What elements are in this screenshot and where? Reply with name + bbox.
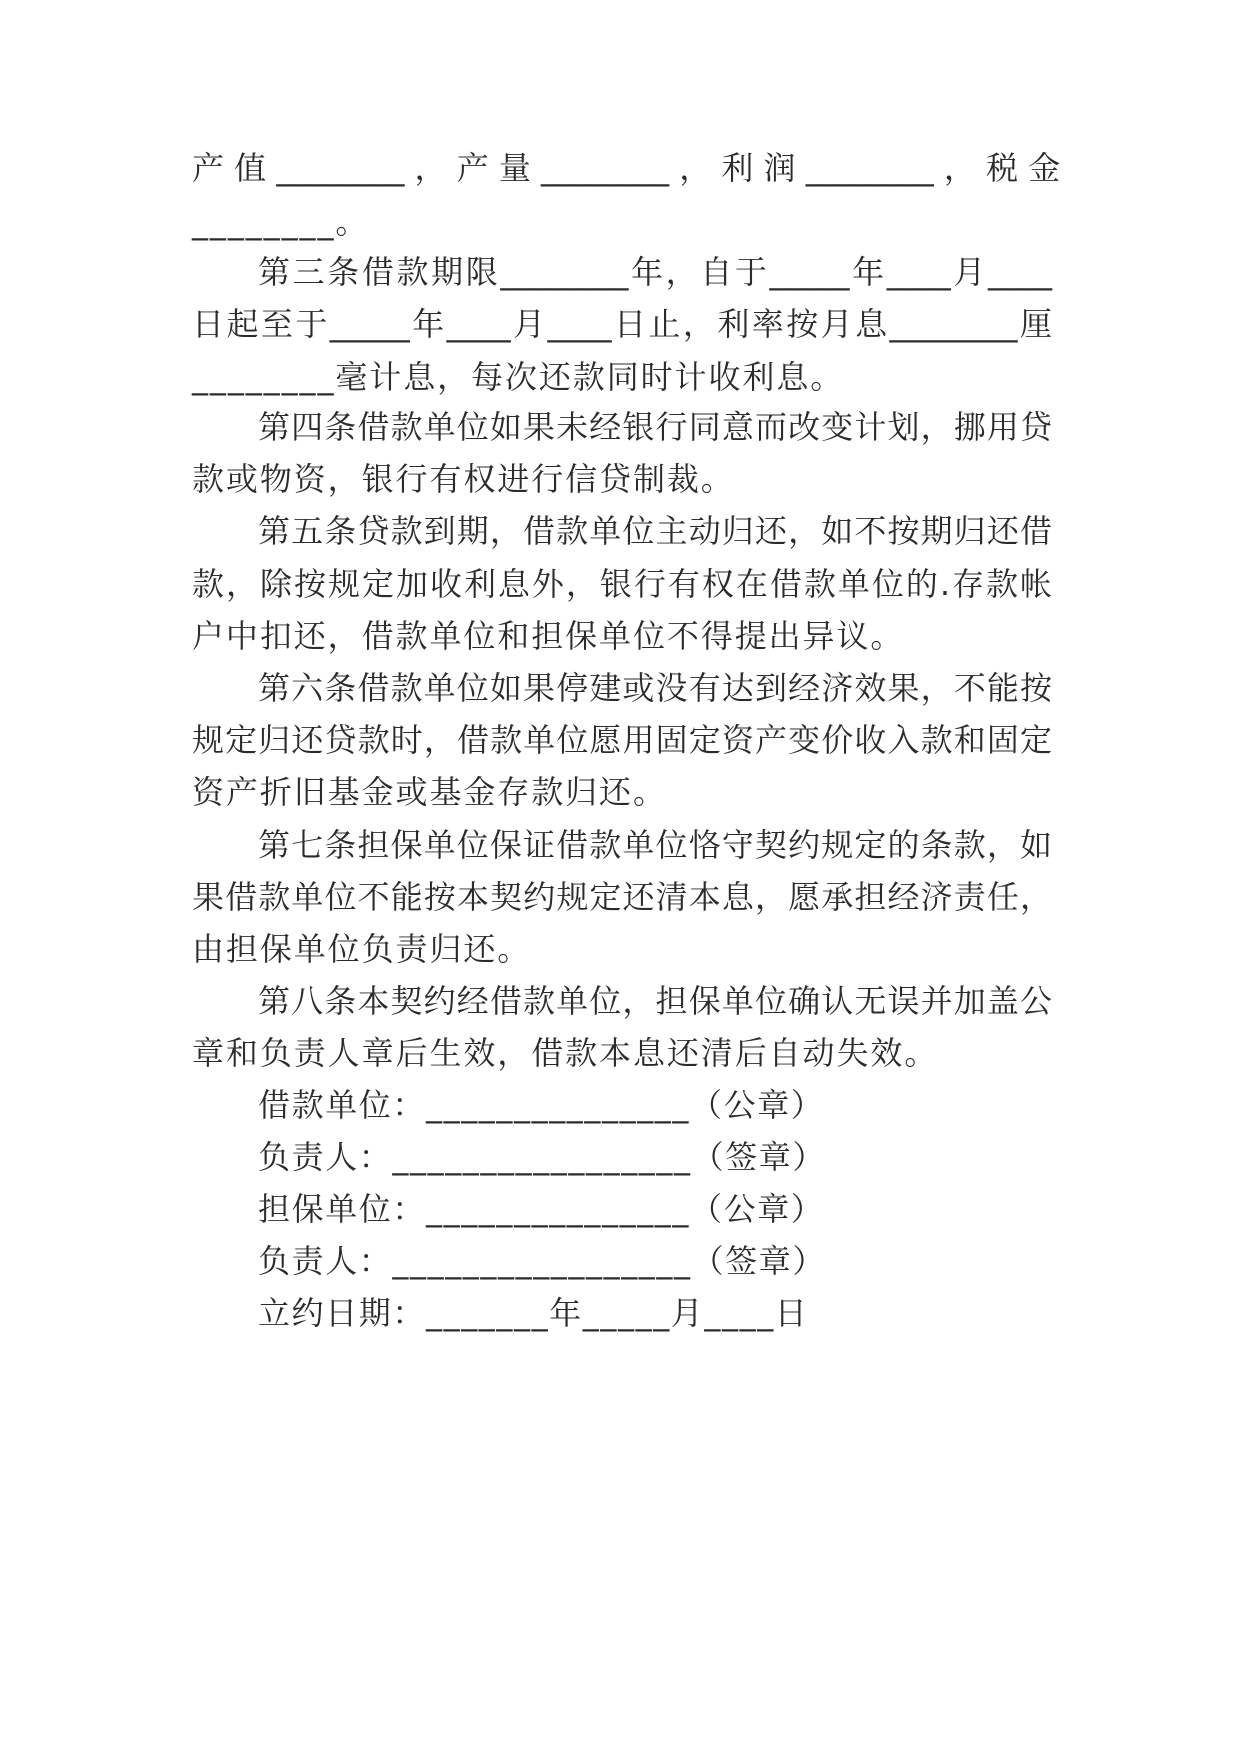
article-3-line-3: ________毫计息，每次还款同时计收利息。 [192,358,845,396]
signature-guarantor: 担保单位：_______________（公章） [258,1190,825,1228]
article-5-line-1: 第五条贷款到期，借款单位主动归还，如不按期归还借 [258,512,1052,550]
contract-date: 立约日期：_______年_____月____日 [258,1294,809,1332]
article-3-line-2: 日起至于_____年____月____日止，利率按月息________厘 [192,305,1052,343]
article-7-line-1: 第七条担保单位保证借款单位恪守契约规定的条款，如 [258,826,1052,864]
doc-line-2: ________。 [192,203,370,241]
article-3-line-1: 第三条借款期限________年，自于_____年____月____ [258,253,1052,291]
signature-borrower: 借款单位：_______________（公章） [258,1086,825,1124]
article-5-line-3: 户中扣还，借款单位和担保单位不得提出异议。 [192,617,905,655]
article-5-line-2: 款，除按规定加收利息外，银行有权在借款单位的.存款帐 [192,565,1052,603]
signature-guarantor-head: 负责人：_________________（签章） [258,1242,827,1280]
article-8-line-1: 第八条本契约经借款单位，担保单位确认无误并加盖公 [258,982,1052,1020]
article-6-line-2: 规定归还贷款时，借款单位愿用固定资产变价收入款和固定 [192,721,1052,759]
article-8-line-2: 章和负责人章后生效，借款本息还清后自动失效。 [192,1034,939,1072]
doc-line-1: 产 值 ________ ， 产 量 ________ ， 利 润 ________ ， 税 金 [192,149,1061,187]
article-7-line-2: 果借款单位不能按本契约规定还清本息，愿承担经济责任， [192,878,1052,916]
article-4-line-2: 款或物资，银行有权进行信贷制裁。 [192,460,735,498]
signature-borrower-head: 负责人：_________________（签章） [258,1138,827,1176]
article-6-line-3: 资产折旧基金或基金存款归还。 [192,773,667,811]
article-6-line-1: 第六条借款单位如果停建或没有达到经济效果，不能按 [258,669,1052,707]
article-4-line-1: 第四条借款单位如果未经银行同意而改变计划，挪用贷 [258,408,1052,446]
article-7-line-3: 由担保单位负责归还。 [192,930,532,968]
